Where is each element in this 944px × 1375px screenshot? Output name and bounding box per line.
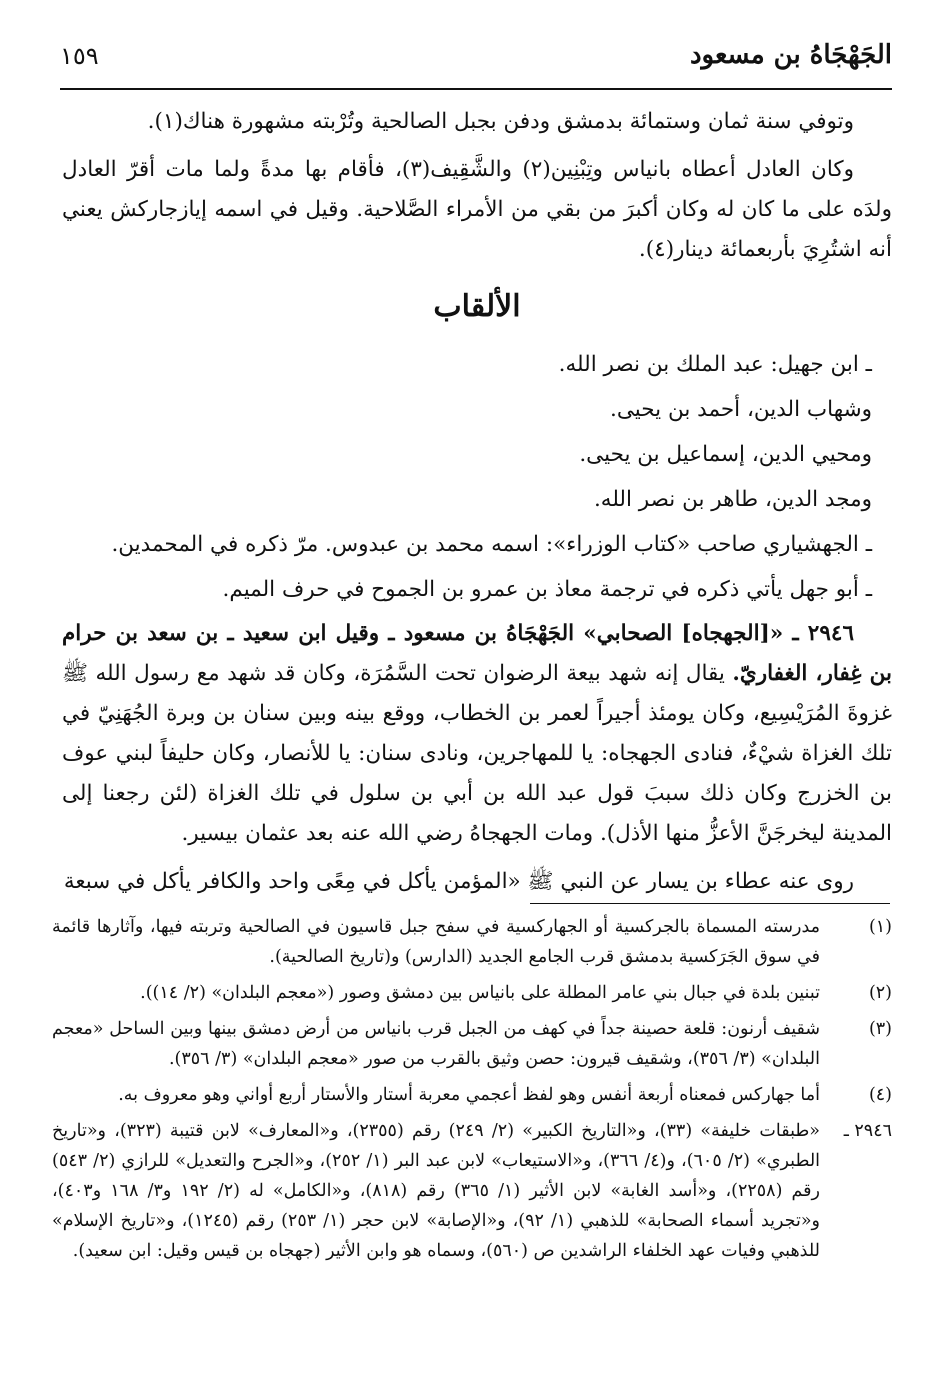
laqab-item: ـ الجهشياري صاحب «كتاب الوزراء»: اسمه محمد بن عبدوس. مرّ ذكره في المحمدين.	[111, 532, 872, 557]
footnote-text: مدرسته المسماة بالجركسية أو الجهاركسية في سفح جبل قاسيون في الصالحية وتربته فيها، وآثارها قائمة في سوق الجَرَكسية بدمشق قرب الجامع الجديد (الدارس) و(تاريخ الصالحية).	[52, 917, 820, 967]
footnote-text: «طبقات خليفة» (٣٣)، و«التاريخ الكبير» (٢/ ٢٤٩) رقم (٢٣٥٥)، و«المعارف» لابن قتيبة (٣٢٣)، و«تاريخ الطبري» (٢/ ٦٠٥)، و(٤/ ٣٦٦)، و«الاستيعاب» لابن عبد البر (١/ ٢٥٢)، و«الجرح والتعديل» للرازي (٢/ ٥٤٣) رقم (٢٢٥٨)، و«أسد الغابة» لابن الأثير (١/ ٣٦٥) رقم (٨١٨)، و«الكامل» له (٢/ ١٩٢ و٣/ ١٦٨ و٤٠٣)، و«تجريد أسماء الصحابة» للذهبي (١/ ٩٢)، و«الإصابة» لابن حجر (١/ ٢٥٣) رقم (١٢٤٥)، و«تاريخ الإسلام» للذهبي وفيات عهد الخلفاء الراشدين ص (٥٦٠)، وسماه هو وابن الأثير (جهجاه بن قيس وقيل: ابن سعيد).	[52, 1121, 821, 1261]
entry-heading: ٢٩٤٦ ـ «[الجهجاه] الصحابي» الجَهْجَاهُ بن مسعود ـ وقيل ابن سعيد ـ بن سعد بن حرام بن غِفار، الغفاريّ.	[62, 621, 892, 686]
section-title: الألقاب	[433, 289, 521, 324]
running-header	[60, 36, 892, 86]
footnote-number: (٤)	[868, 1085, 892, 1105]
footnote-number: (٢)	[868, 983, 892, 1003]
footnote	[52, 1080, 892, 1110]
running-title: الجَهْجَاهُ بن مسعود	[689, 40, 892, 70]
footnote-number: (١)	[868, 917, 892, 937]
laqab-item: ومجد الدين، طاهر بن نصر الله.	[593, 487, 872, 512]
laqab-item: وشهاب الدين، أحمد بن يحيى.	[610, 397, 872, 422]
laqab-item: ـ ابن جهيل: عبد الملك بن نصر الله.	[558, 352, 872, 377]
footnote	[52, 1116, 892, 1266]
main-text	[62, 102, 892, 910]
entry-last-line: روى عنه عطاء بن يسار عن النبي ﷺ «المؤمن يأكل في مِعًى واحد والكافر يأكل في سبعة	[63, 869, 854, 894]
footnote	[52, 912, 892, 972]
footnote-number: (٣)	[868, 1019, 892, 1039]
page-number: ١٥٩	[60, 42, 99, 70]
biography-entry	[62, 614, 892, 854]
paragraph-fiefs: وكان العادل أعطاه بانياس وتِبْنِين(٢) والشَّقِيف(٣)، فأقام بها مدةً ولما مات أقرّ العادل ولدَه على ما كان له وكان أكبرَ من بقي من الأمراء الصَّلاحية. وقيل في اسمه إيازجاركش يعني أنه اشتُرِيَ بأربعمائة دينار(٤).	[62, 157, 892, 262]
footnote	[52, 978, 892, 1008]
header-rule	[60, 88, 892, 90]
footnote-rule	[530, 903, 890, 904]
laqab-item: ومحيي الدين، إسماعيل بن يحيى.	[579, 442, 872, 467]
entry-body: يقال إنه شهد بيعة الرضوان تحت السَّمُرَة، وكان قد شهد مع رسول الله ﷺ غزوةَ المُرَيْسِيع، وكان يومئذ أجيراً لعمر بن الخطاب، ووقع بينه وبين سنان بن وبرة الجُهَنِيّ في تلك الغزاة شيْءٌ، فنادى الجهجاه: يا للمهاجرين، ونادى سنان: يا للأنصار، وكان حليفاً لبني عوف بن الخزرج وكان ذلك سببَ قول عبد الله بن أبي بن سلول في تلك الغزاة (لئن رجعنا إلى المدينة ليخرجَنَّ الأعزُّ منها الأذل). ومات الجهجاهُ رضي الله عنه بعد عثمان بيسير.	[62, 661, 892, 846]
footnote-number: ٢٩٤٦ ـ	[843, 1121, 892, 1141]
laqab-item: ـ أبو جهل يأتي ذكره في ترجمة معاذ بن عمرو بن الجموح في حرف الميم.	[222, 577, 872, 602]
footnotes	[52, 912, 892, 1272]
footnote-text: تبنين بلدة في جبال بني عامر المطلة على بانياس بين دمشق وصور («معجم البلدان» (٢/ ١٤)).	[140, 983, 820, 1003]
footnote	[52, 1014, 892, 1074]
footnote-text: شقيف أرنون: قلعة حصينة جداً في كهف من الجبل قرب بانياس من أرض دمشق بينها وبين الساحل «معجم البلدان» (٣/ ٣٥٦)، وشقيف قيرون: حصن وثيق بالقرب من صور «معجم البلدان» (٣/ ٣٥٦).	[52, 1019, 820, 1069]
footnote-text: أما جهاركس فمعناه أربعة أنفس وهو لفظ أعجمي معربة أستار والأستار أربع أواني وهو معروف به.	[118, 1085, 820, 1105]
paragraph-death: وتوفي سنة ثمان وستمائة بدمشق ودفن بجبل الصالحية وتُرْبته مشهورة هناك(١).	[147, 109, 854, 134]
